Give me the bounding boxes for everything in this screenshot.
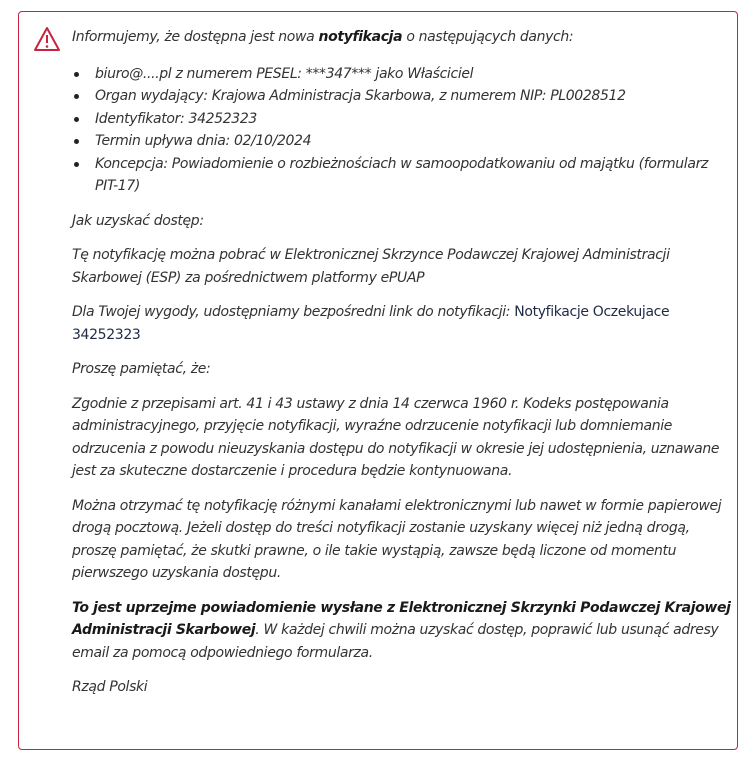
detail-item: Identyfikator: 34252323 bbox=[95, 108, 732, 131]
access-heading: Jak uzyskać dostęp: bbox=[72, 212, 204, 229]
link-paragraph: Dla Twojej wygody, udostępniamy bezpośredni link do notyfikacji: Notyfikacje Oczekujace 34252323 bbox=[72, 304, 670, 343]
intro-text: Informujemy, że dostępna jest nowa notyfikacja o następujących danych: bbox=[72, 29, 574, 45]
channels-text: Można otrzymać tę notyfikację różnymi kanałami elektronicznymi lub nawet w formie papierowej drogą pocztową. Jeżeli dostęp do treści notyfikacji zostanie uzyskany więcej niż jedną drogą, proszę pamiętać, że skutki prawne, o ile takie wystąpią, zawsze będą liczone od momentu pierwszego uzyskania dostępu. bbox=[72, 497, 722, 581]
detail-item: Koncepcja: Powiadomienie o rozbieżnościach w samoopodatkowaniu od majątku (formularz PIT-17) bbox=[95, 153, 732, 198]
detail-item: Termin upływa dnia: 02/10/2024 bbox=[95, 130, 732, 153]
remember-heading: Proszę pamiętać, że: bbox=[72, 361, 211, 377]
signature: Rząd Polski bbox=[72, 679, 148, 695]
access-text: Tę notyfikację można pobrać w Elektronicznej Skrzynce Podawczej Krajowej Administracji Skarbowej (ESP) za pośrednictwem platformy ePUAP bbox=[72, 247, 670, 286]
details-list bbox=[72, 63, 732, 198]
detail-item: biuro@....pl z numerem PESEL: ***347*** jako Właściciel bbox=[95, 63, 732, 86]
footer-text: To jest uprzejme powiadomienie wysłane z Elektronicznej Skrzynki Podawczej Krajowej Administracji Skarbowej. W każdej chwili można uzyskać dostęp, poprawić lub usunąć adresy email za pomocą odpowiedniego formularza. bbox=[72, 599, 731, 661]
intro-bold: notyfikacja bbox=[318, 29, 403, 45]
warning-triangle-icon bbox=[33, 26, 61, 52]
footer-bold: To jest uprzejme powiadomienie wysłane z Elektronicznej Skrzynki Podawczej Krajowej Administracji Skarbowej bbox=[72, 599, 731, 638]
legal-text: Zgodnie z przepisami art. 41 i 43 ustawy z dnia 14 czerwca 1960 r. Kodeks postępowania administracyjnego, przyjęcie notyfikacji, wyraźne odrzucenie notyfikacji lub domniemanie odrzucenia z powodu nieuzyskania dostępu do notyfikacji w okresie jej udostępnienia, uznawane jest za skuteczne dostarczenie i procedura będzie kontynuowana. bbox=[72, 395, 720, 479]
notification-link[interactable]: Notyfikacje Oczekujace 34252323 bbox=[72, 304, 670, 343]
notification-card bbox=[18, 11, 738, 750]
detail-item: Organ wydający: Krajowa Administracja Skarbowa, z numerem NIP: PL0028512 bbox=[95, 85, 732, 108]
notification-content bbox=[72, 26, 732, 699]
